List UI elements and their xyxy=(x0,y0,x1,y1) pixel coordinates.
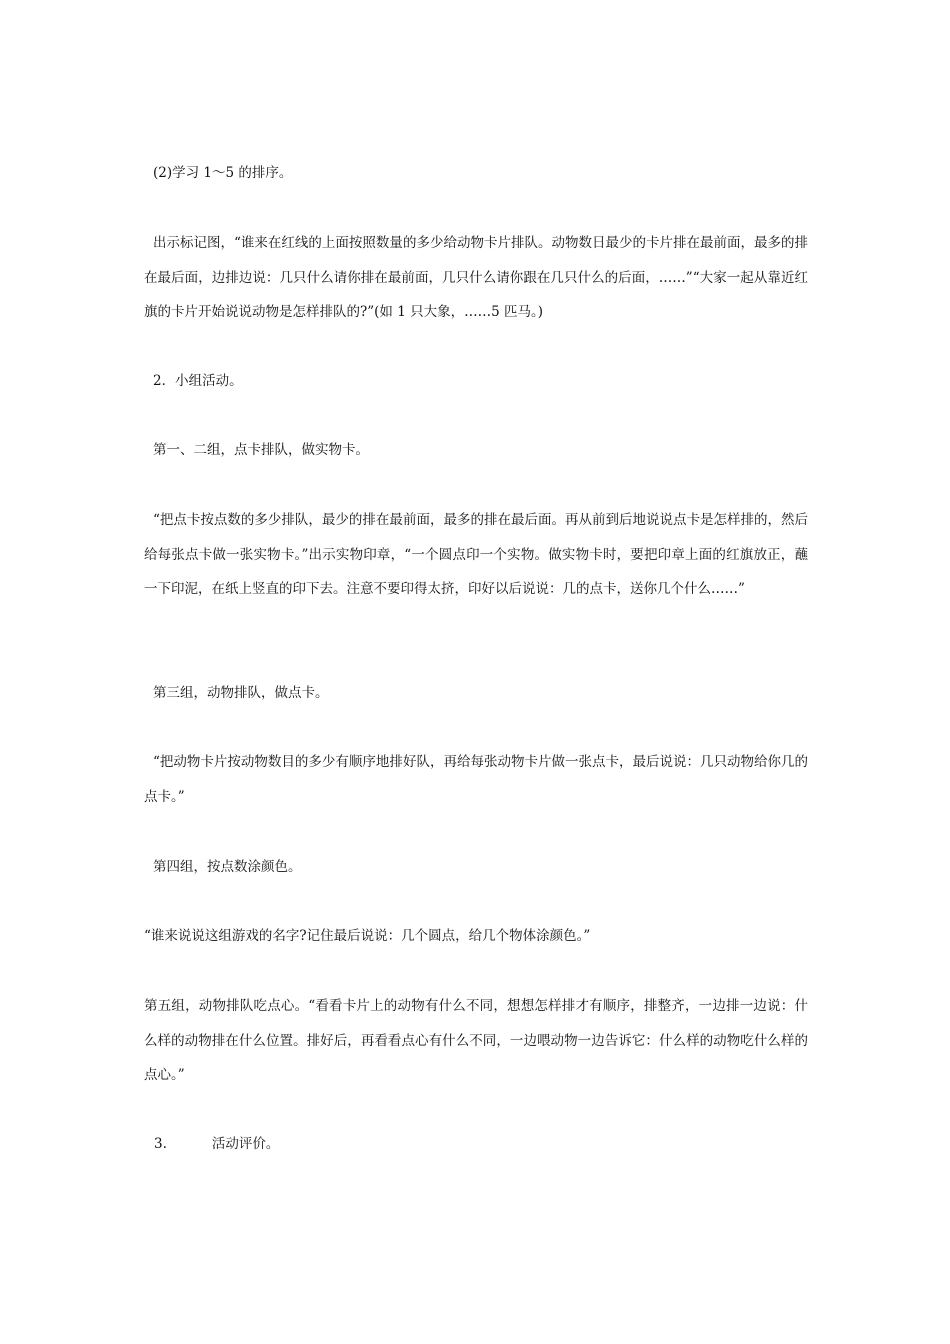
paragraph-group-three: 第三组，动物排队，做点卡。 xyxy=(153,685,329,701)
paragraph-group-one-two-instructions: “把点卡按点数的多少排队，最少的排在最前面，最多的排在最后面。再从前到后地说说点卡是怎样排的，然后给每张点卡做一张实物卡。”出示实物印章，“一个圆点印一个实物。做实物卡时，要把印章上面的红旗放正，蘸一下印泥，在纸上竖直的印下去。注意不要印得太挤，印好以后说说：几的点卡，送你几个什么……” xyxy=(144,512,808,597)
paragraph-group-five: 第五组，动物排队吃点心。“看看卡片上的动物有什么不同，想想怎样排才有顺序，排整齐，一边排一边说：什么样的动物排在什么位置。排好后，再看看点心有什么不同，一边喂动物一边告诉它：什么样的动物吃什么样的点心。” xyxy=(144,998,808,1083)
paragraph-group-one-two: 第一、二组，点卡排队，做实物卡。 xyxy=(153,442,369,458)
paragraph-sorting-heading: (2)学习 1～5 的排序。 xyxy=(153,165,293,181)
evaluation-text: 活动评价。 xyxy=(211,1136,280,1152)
paragraph-group-activity-heading: 2．小组活动。 xyxy=(153,373,243,389)
paragraph-group-four-instructions: “谁来说说这组游戏的名字?记住最后说说：几个圆点，给几个物体涂颜色。” xyxy=(144,928,591,944)
paragraph-activity-evaluation xyxy=(144,1127,818,1162)
paragraph-sorting-instructions: 出示标记图，“谁来在红线的上面按照数量的多少给动物卡片排队。动物数日最少的卡片排在最前面，最多的排在最后面，边排边说：几只什么请你排在最前面，几只什么请你跟在几只什么的后面，……”“大家一起从靠近红旗的卡片开始说说动物是怎样排队的?”(如 1 只大象，……5 匹马。) xyxy=(144,235,808,320)
paragraph-group-three-instructions: “把动物卡片按动物数目的多少有顺序地排好队，再给每张动物卡片做一张点卡，最后说说：几只动物给你几的点卡。” xyxy=(144,754,808,805)
paragraph-group-four: 第四组，按点数涂颜色。 xyxy=(153,859,302,875)
evaluation-number: 3. xyxy=(154,1136,167,1152)
